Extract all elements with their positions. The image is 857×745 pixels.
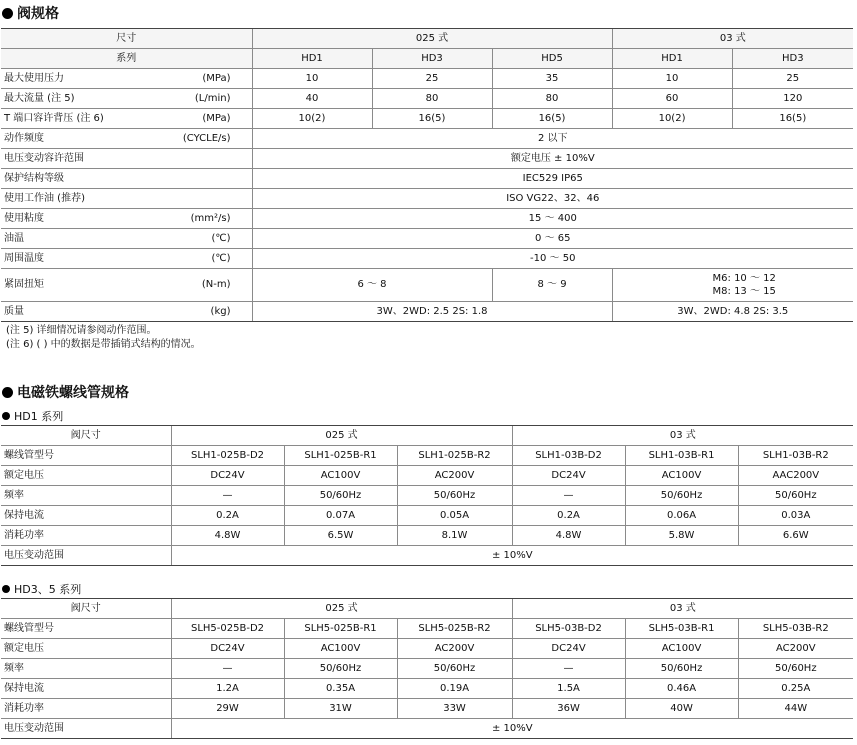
row-label: 频率 — [1, 659, 171, 679]
value-cell: AC100V — [284, 466, 397, 486]
row-label: 电压变动范围 — [1, 546, 171, 566]
hd35-series-title: HD3、5 系列 — [14, 583, 82, 596]
bullet-icon — [2, 8, 13, 19]
row-label-cell — [1, 229, 252, 249]
sol-row-model — [1, 446, 853, 466]
spec-row-mass — [1, 302, 853, 322]
hd35-solenoid-table — [1, 598, 853, 739]
value-cell: 10 — [252, 69, 372, 89]
solenoid-spec-title: 电磁铁螺线管规格 — [17, 385, 129, 401]
header-row-size — [1, 29, 853, 49]
value-cell: ± 10%V — [171, 719, 853, 739]
value-cell: 1.5A — [512, 679, 625, 699]
value-cell: 16(5) — [732, 109, 853, 129]
series-cell: HD3 — [732, 49, 853, 69]
value-cell: 80 — [492, 89, 612, 109]
row-label-cell — [1, 89, 252, 109]
row-label: 周围温度 — [4, 252, 44, 264]
spec-row — [1, 109, 853, 129]
sol-size-row — [1, 426, 853, 446]
value-cell: AC200V — [397, 466, 512, 486]
spec-row — [1, 169, 853, 189]
value-cell: 0.03A — [738, 506, 853, 526]
value-cell: AC200V — [397, 639, 512, 659]
value-cell: 0.25A — [738, 679, 853, 699]
row-label: 使用工作油 (推荐) — [4, 192, 85, 204]
row-label: 螺线管型号 — [1, 619, 171, 639]
row-label-cell — [1, 189, 252, 209]
value-cell: 0.06A — [625, 506, 738, 526]
sol-row-power — [1, 699, 853, 719]
value-cell: 5.8W — [625, 526, 738, 546]
value-cell: ± 10%V — [171, 546, 853, 566]
value-cell: 35 — [492, 69, 612, 89]
row-label-cell — [1, 109, 252, 129]
value-cell: SLH5-025B-R2 — [397, 619, 512, 639]
value-cell: -10 ～ 50 — [252, 249, 853, 269]
value-cell: 6 ～ 8 — [252, 269, 492, 302]
value-cell: AC100V — [625, 466, 738, 486]
value-cell: — — [171, 486, 284, 506]
value-cell: 29W — [171, 699, 284, 719]
value-cell: 6.5W — [284, 526, 397, 546]
value-cell: 60 — [612, 89, 732, 109]
value-cell: 50/60Hz — [284, 486, 397, 506]
series-cell: HD3 — [372, 49, 492, 69]
sol-size-row — [1, 599, 853, 619]
row-label: 消耗功率 — [1, 526, 171, 546]
row-label: 螺线管型号 — [1, 446, 171, 466]
row-label: T 端口容许背压 (注 6) — [4, 112, 104, 124]
sol-row-current — [1, 679, 853, 699]
value-cell: AC200V — [738, 639, 853, 659]
hd1-series-heading — [2, 408, 63, 424]
row-label: 阀尺寸 — [1, 599, 171, 619]
value-cell: 0.35A — [284, 679, 397, 699]
value-cell: 0.2A — [512, 506, 625, 526]
hd35-series-heading — [2, 581, 81, 597]
value-cell: 15 ～ 400 — [252, 209, 853, 229]
note-5: (注 5) 详细情况请参阅动作范围。 — [6, 325, 157, 336]
row-label: 保持电流 — [1, 506, 171, 526]
row-label: 动作频度 — [4, 132, 44, 144]
value-cell: SLH1-03B-D2 — [512, 446, 625, 466]
solenoid-spec-heading — [2, 382, 129, 402]
value-cell: 0.46A — [625, 679, 738, 699]
hd1-series-title: HD1 系列 — [14, 410, 64, 423]
row-unit: (℃) — [211, 252, 231, 264]
value-cell: 25 — [732, 69, 853, 89]
value-cell: DC24V — [171, 466, 284, 486]
row-label-cell — [1, 209, 252, 229]
size-label: 尺寸 — [1, 29, 252, 49]
value-cell: 80 — [372, 89, 492, 109]
row-unit: (MPa) — [202, 112, 231, 124]
sol-row-freq — [1, 659, 853, 679]
value-cell: 额定电压 ± 10%V — [252, 149, 853, 169]
row-label: 使用粘度 — [4, 212, 44, 224]
value-cell: SLH5-03B-D2 — [512, 619, 625, 639]
value-cell: AC100V — [625, 639, 738, 659]
value-cell: DC24V — [512, 466, 625, 486]
group-03: 03 式 — [612, 29, 853, 49]
value-cell: 4.8W — [512, 526, 625, 546]
value-cell: 6.6W — [738, 526, 853, 546]
sol-row-current — [1, 506, 853, 526]
value-cell: IEC529 IP65 — [252, 169, 853, 189]
group-03: 03 式 — [512, 426, 853, 446]
value-cell: 50/60Hz — [625, 486, 738, 506]
spec-row-torque — [1, 269, 853, 302]
value-cell: AC100V — [284, 639, 397, 659]
sol-row-voltage — [1, 639, 853, 659]
row-label: 保护结构等级 — [4, 172, 64, 184]
value-cell: 40W — [625, 699, 738, 719]
series-cell: HD1 — [612, 49, 732, 69]
value-cell: SLH5-03B-R1 — [625, 619, 738, 639]
valve-spec-table — [1, 28, 853, 322]
value-cell: SLH1-03B-R2 — [738, 446, 853, 466]
value-cell: 120 — [732, 89, 853, 109]
value-cell: — — [171, 659, 284, 679]
value-cell: 50/60Hz — [738, 659, 853, 679]
row-unit: (L/min) — [194, 92, 231, 104]
row-label: 保持电流 — [1, 679, 171, 699]
value-cell: SLH5-025B-R1 — [284, 619, 397, 639]
row-unit: (MPa) — [202, 72, 231, 84]
row-label: 油温 — [4, 232, 24, 244]
row-label: 阀尺寸 — [1, 426, 171, 446]
series-cell: HD1 — [252, 49, 372, 69]
row-unit: (mm²/s) — [190, 212, 231, 224]
row-label-cell — [1, 249, 252, 269]
value-cell: 8.1W — [397, 526, 512, 546]
spec-row — [1, 89, 853, 109]
spec-row — [1, 249, 853, 269]
value-cell: 0.07A — [284, 506, 397, 526]
valve-notes — [6, 324, 201, 352]
sol-row-range — [1, 719, 853, 739]
row-label-cell — [1, 149, 252, 169]
row-label: 质量 — [4, 305, 24, 317]
value-cell: 33W — [397, 699, 512, 719]
value-cell: SLH1-025B-R2 — [397, 446, 512, 466]
row-label-cell — [1, 269, 252, 302]
bullet-icon — [2, 412, 10, 420]
note-6: (注 6) ( ) 中的数据是带插销式结构的情况。 — [6, 339, 201, 350]
value-cell: SLH5-03B-R2 — [738, 619, 853, 639]
group-025: 025 式 — [171, 599, 512, 619]
row-label: 额定电压 — [1, 466, 171, 486]
value-cell: 0.05A — [397, 506, 512, 526]
row-label: 额定电压 — [1, 639, 171, 659]
torque-m8: M8: 13 ～ 15 — [712, 286, 776, 297]
value-cell: 0.2A — [171, 506, 284, 526]
spec-row — [1, 189, 853, 209]
row-unit: (kg) — [210, 305, 231, 317]
header-row-series — [1, 49, 853, 69]
value-cell: — — [512, 659, 625, 679]
group-03: 03 式 — [512, 599, 853, 619]
value-cell: 0 ～ 65 — [252, 229, 853, 249]
value-cell: 25 — [372, 69, 492, 89]
spec-row — [1, 69, 853, 89]
value-cell: 50/60Hz — [625, 659, 738, 679]
value-cell: 1.2A — [171, 679, 284, 699]
bullet-icon — [2, 387, 13, 398]
value-cell: 50/60Hz — [397, 659, 512, 679]
sol-row-model — [1, 619, 853, 639]
value-cell: 0.19A — [397, 679, 512, 699]
row-label-cell — [1, 69, 252, 89]
row-unit: (N-m) — [201, 279, 231, 290]
valve-spec-title: 阀规格 — [17, 6, 59, 22]
row-unit: (CYCLE/s) — [182, 132, 231, 144]
series-label: 系列 — [1, 49, 252, 69]
value-cell: — — [512, 486, 625, 506]
value-cell: ISO VG22、32、46 — [252, 189, 853, 209]
value-cell: 16(5) — [492, 109, 612, 129]
group-025: 025 式 — [171, 426, 512, 446]
value-cell: SLH1-025B-D2 — [171, 446, 284, 466]
series-cell: HD5 — [492, 49, 612, 69]
row-label: 最大使用压力 — [4, 72, 64, 84]
value-cell: 3W、2WD: 2.5 2S: 1.8 — [252, 302, 612, 322]
sol-row-range — [1, 546, 853, 566]
spec-row — [1, 149, 853, 169]
spec-row — [1, 129, 853, 149]
value-cell: 36W — [512, 699, 625, 719]
row-label: 消耗功率 — [1, 699, 171, 719]
value-cell: SLH5-025B-D2 — [171, 619, 284, 639]
bullet-icon — [2, 585, 10, 593]
sol-row-voltage — [1, 466, 853, 486]
hd1-solenoid-table — [1, 425, 853, 566]
value-cell: 50/60Hz — [284, 659, 397, 679]
value-cell: 10(2) — [612, 109, 732, 129]
valve-spec-heading — [2, 3, 59, 23]
value-cell: SLH1-03B-R1 — [625, 446, 738, 466]
row-unit: (℃) — [211, 232, 231, 244]
sol-row-freq — [1, 486, 853, 506]
row-label: 最大流量 (注 5) — [4, 92, 75, 104]
value-cell: 50/60Hz — [738, 486, 853, 506]
value-cell: 50/60Hz — [397, 486, 512, 506]
value-cell: 10(2) — [252, 109, 372, 129]
row-label: 电压变动范围 — [1, 719, 171, 739]
spec-row — [1, 229, 853, 249]
value-cell: DC24V — [512, 639, 625, 659]
value-cell: DC24V — [171, 639, 284, 659]
value-cell: 2 以下 — [252, 129, 853, 149]
torque-m6: M6: 10 ～ 12 — [712, 273, 776, 284]
value-cell: 16(5) — [372, 109, 492, 129]
row-label: 频率 — [1, 486, 171, 506]
value-cell: 8 ～ 9 — [492, 269, 612, 302]
row-label-cell — [1, 302, 252, 322]
value-cell: 4.8W — [171, 526, 284, 546]
value-cell: 10 — [612, 69, 732, 89]
group-025: 025 式 — [252, 29, 612, 49]
row-label-cell — [1, 129, 252, 149]
row-label-cell — [1, 169, 252, 189]
value-cell: SLH1-025B-R1 — [284, 446, 397, 466]
spec-row — [1, 209, 853, 229]
row-label: 电压变动容许范围 — [4, 152, 84, 164]
value-cell: 3W、2WD: 4.8 2S: 3.5 — [612, 302, 853, 322]
value-cell: 31W — [284, 699, 397, 719]
sol-row-power — [1, 526, 853, 546]
value-cell: 40 — [252, 89, 372, 109]
value-cell: 44W — [738, 699, 853, 719]
value-cell: AAC200V — [738, 466, 853, 486]
value-cell — [612, 269, 853, 302]
row-label: 紧固扭矩 — [4, 279, 44, 290]
